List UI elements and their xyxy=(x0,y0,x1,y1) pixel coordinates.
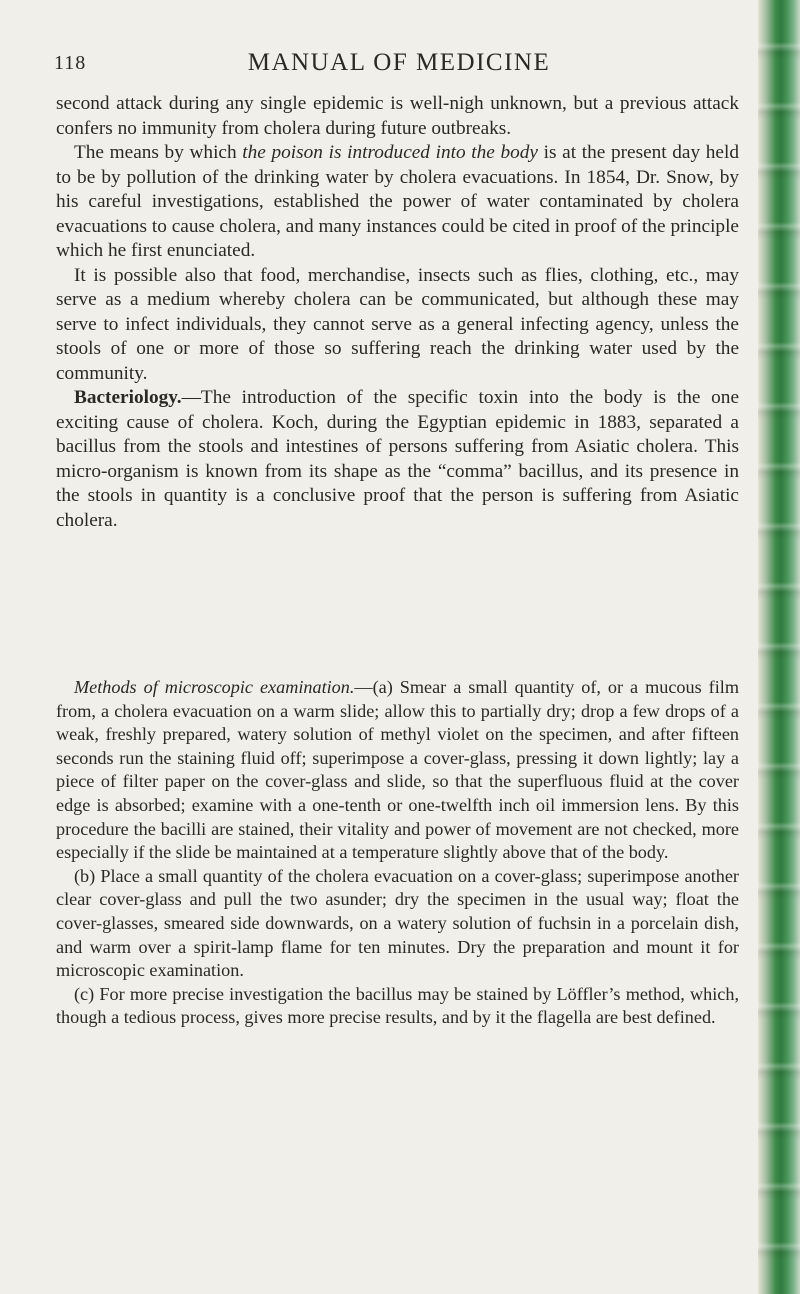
running-head: MANUAL OF MEDICINE xyxy=(247,49,551,76)
p5-rest: —(a) Smear a small quantity of, or a mucous film from, a cholera evacuation on a warm slide; allow this to partially dry; drop a few drops of a weak, freshly prepared, watery solution of methyl violet on the specimen, and after fifteen seconds run the staining fluid off; superimpose a cover-glass, pressing it down lightly; lay a piece of filter paper on the cover-glass and slide, so that the superfluous fluid at the cover edge is absorbed; examine with a one-tenth or one-twelfth inch oil immersion lens. By this procedure the bacilli are stained, their vitality and power of movement are not checked, more especially if the slide be maintained at a temperature slightly above that of the body. xyxy=(56,677,739,863)
page-number: 118 xyxy=(54,52,87,74)
paragraph-3: It is possible also that food, merchandise, insects such as flies, clothing, etc., may serve as a medium whereby cholera can be communicated, but although these may serve to infect individuals, they cannot serve as a general infecting agency, unless the stools of one or more of those so suffering reach the drinking water used by the community. xyxy=(56,264,739,384)
bacteriology-heading: Bacteriology. xyxy=(74,387,182,408)
page-header xyxy=(54,49,744,79)
paragraph-5 xyxy=(56,676,739,865)
p2-italic: the poison is introduced into the body xyxy=(242,142,538,163)
methods-heading: Methods of microscopic examination. xyxy=(74,677,355,697)
book-spine-edge xyxy=(758,0,800,1294)
p4-rest: —The introduction of the specific toxin into the body is the one exciting cause of cholera. Koch, during the Egyptian epidemic in 1883, separated a bacillus from the stools and intestines of persons suffering from Asiatic cholera. This micro-organism is known from its shape as the “comma” bacillus, and its presence in the stools in quantity is a conclusive proof that the person is suffering from Asiatic cholera. xyxy=(56,387,739,531)
paragraph-2 xyxy=(56,141,739,264)
paragraph-7: (c) For more precise investigation the bacillus may be stained by Löffler’s method, which, though a tedious process, gives more precise results, and by it the flagella are best defined. xyxy=(56,983,739,1028)
paragraph-1: second attack during any single epidemic is well-nigh unknown, but a previous attack confers no immunity from cholera during future outbreaks. xyxy=(56,93,739,139)
paragraph-4 xyxy=(56,386,739,533)
p2-start: The means by which xyxy=(74,142,243,163)
p2-rest: is at the present day held to be by pollution of the drinking water by cholera evacuations. In 1854, Dr. Snow, by his careful investigations, established the power of water contaminated by cholera evacuations to cause cholera, and many instances could be cited in proof of the principle which he first enunciated. xyxy=(56,142,739,261)
body-text-lower xyxy=(56,676,739,1030)
body-text-upper xyxy=(56,92,739,533)
paragraph-6: (b) Place a small quantity of the cholera evacuation on a cover-glass; superimpose another clear cover-glass and pull the two asunder; dry the specimen in the usual way; float the cover-glasses, smeared side downwards, on a watery solution of fuchsin in a porcelain dish, and warm over a spirit-lamp flame for ten minutes. Dry the preparation and mount it for microscopic examination. xyxy=(56,865,739,981)
